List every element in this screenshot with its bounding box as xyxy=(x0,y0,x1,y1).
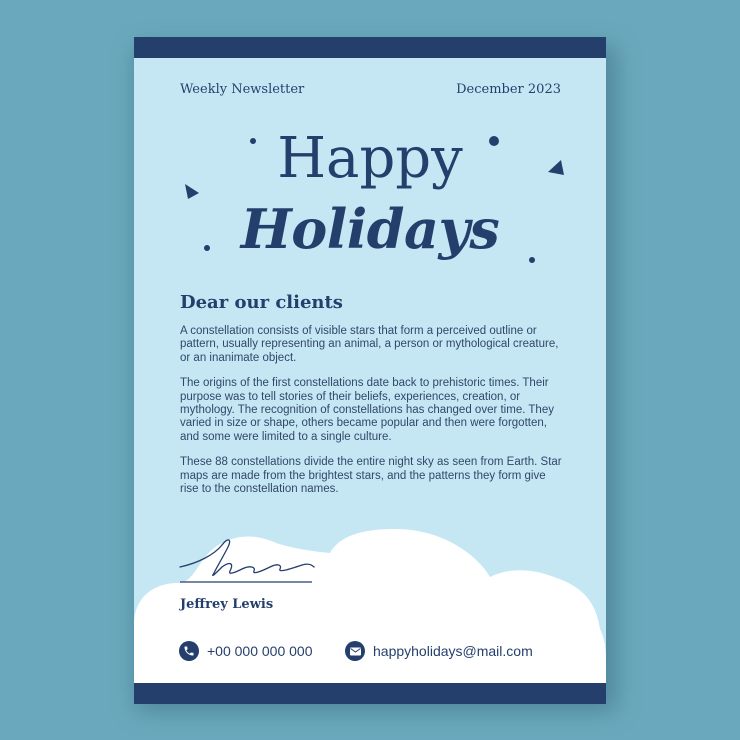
newsletter-page xyxy=(134,37,606,704)
bottom-band xyxy=(134,683,606,704)
contact-phone[interactable] xyxy=(179,641,313,661)
signature xyxy=(178,535,318,587)
email-address: happyholidays@mail.com xyxy=(373,643,533,659)
paragraph: The origins of the first constellations date back to prehistoric times. Their purpose was to tell stories of their beliefs, experiences, creation, or mythology. The recognition of constellations has changed over time. They varied in size or shape, others became popular and then were forgotten, and some were limited to a single culture. xyxy=(180,377,554,443)
title-holidays: Holidays xyxy=(240,197,500,261)
envelope-icon xyxy=(345,641,365,661)
issue-date: December 2023 xyxy=(456,82,561,97)
contact-email[interactable] xyxy=(345,641,533,661)
paragraph: These 88 constellations divide the entire night sky as seen from Earth. Star maps are made from the brightest stars, and the patterns they form give rise to the constellation names. xyxy=(180,456,562,496)
newsletter-label: Weekly Newsletter xyxy=(180,82,305,97)
signer-name: Jeffrey Lewis xyxy=(180,597,274,612)
paragraph: A constellation consists of visible stars that form a perceived outline or pattern, usually representing an animal, a person or mythological creature, or an inanimate object. xyxy=(180,325,559,364)
title-happy: Happy xyxy=(277,126,463,191)
greeting-heading: Dear our clients xyxy=(180,292,343,313)
phone-number: +00 000 000 000 xyxy=(207,643,313,659)
phone-icon xyxy=(179,641,199,661)
